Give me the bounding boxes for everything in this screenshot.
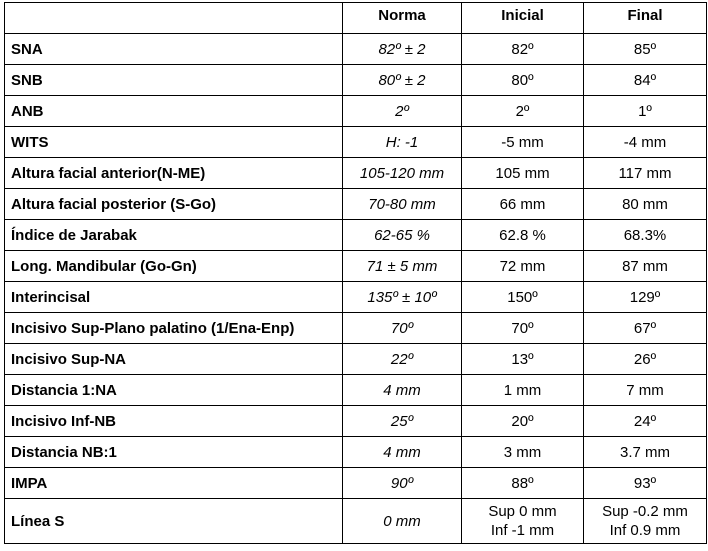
- table-row: [5, 127, 707, 158]
- param-cell: Interincisal: [5, 282, 343, 313]
- param-cell: Distancia NB:1: [5, 437, 343, 468]
- param-cell: Línea S: [5, 499, 343, 544]
- final-cell: 93º: [584, 468, 707, 499]
- final-cell: 87 mm: [584, 251, 707, 282]
- cephalometric-table: [4, 2, 707, 544]
- norma-cell: 80º ± 2: [343, 65, 462, 96]
- inicial-cell: 150º: [462, 282, 584, 313]
- header-norma: Norma: [343, 3, 462, 34]
- final-cell: [584, 499, 707, 544]
- table-row: [5, 158, 707, 189]
- param-cell: SNB: [5, 65, 343, 96]
- norma-cell: 22º: [343, 344, 462, 375]
- final-cell: 3.7 mm: [584, 437, 707, 468]
- inicial-inf-value: Inf -1 mm: [490, 522, 555, 539]
- table-row: [5, 437, 707, 468]
- final-sup-value: Sup -0.2 mm: [602, 503, 688, 520]
- table-row: [5, 189, 707, 220]
- param-cell: IMPA: [5, 468, 343, 499]
- param-cell: Distancia 1:NA: [5, 375, 343, 406]
- final-cell: 84º: [584, 65, 707, 96]
- table-row: [5, 375, 707, 406]
- inicial-cell: 72 mm: [462, 251, 584, 282]
- header-row: [5, 3, 707, 34]
- final-cell: 68.3%: [584, 220, 707, 251]
- final-cell: 26º: [584, 344, 707, 375]
- table-row: [5, 499, 707, 544]
- inicial-cell: 82º: [462, 34, 584, 65]
- inicial-cell: 88º: [462, 468, 584, 499]
- inicial-cell: 62.8 %: [462, 220, 584, 251]
- table-row: [5, 406, 707, 437]
- header-parametro: [5, 3, 343, 34]
- param-cell: Índice de Jarabak: [5, 220, 343, 251]
- param-cell: Long. Mandibular (Go-Gn): [5, 251, 343, 282]
- norma-cell: 62-65 %: [343, 220, 462, 251]
- norma-cell: 135º ± 10º: [343, 282, 462, 313]
- inicial-cell: 70º: [462, 313, 584, 344]
- norma-cell: 70º: [343, 313, 462, 344]
- norma-cell: 25º: [343, 406, 462, 437]
- inicial-cell: 20º: [462, 406, 584, 437]
- final-cell: 67º: [584, 313, 707, 344]
- final-inf-value: Inf 0.9 mm: [609, 522, 681, 539]
- param-cell: ANB: [5, 96, 343, 127]
- norma-cell: 2º: [343, 96, 462, 127]
- param-cell: SNA: [5, 34, 343, 65]
- inicial-cell: 66 mm: [462, 189, 584, 220]
- norma-cell: 4 mm: [343, 437, 462, 468]
- param-cell: Altura facial anterior(N-ME): [5, 158, 343, 189]
- inicial-sup-value: Sup 0 mm: [488, 503, 557, 520]
- norma-cell: 90º: [343, 468, 462, 499]
- norma-cell: 0 mm: [343, 499, 462, 544]
- table-row: [5, 220, 707, 251]
- final-cell: 80 mm: [584, 189, 707, 220]
- table-row: [5, 96, 707, 127]
- final-cell: -4 mm: [584, 127, 707, 158]
- norma-cell: 70-80 mm: [343, 189, 462, 220]
- param-cell: Incisivo Inf-NB: [5, 406, 343, 437]
- final-cell: 7 mm: [584, 375, 707, 406]
- inicial-cell: 2º: [462, 96, 584, 127]
- param-cell: Altura facial posterior (S-Go): [5, 189, 343, 220]
- norma-cell: 4 mm: [343, 375, 462, 406]
- header-inicial: Inicial: [462, 3, 584, 34]
- inicial-cell: 105 mm: [462, 158, 584, 189]
- final-cell: 117 mm: [584, 158, 707, 189]
- norma-cell: 82º ± 2: [343, 34, 462, 65]
- table-row: [5, 468, 707, 499]
- inicial-cell: 3 mm: [462, 437, 584, 468]
- norma-cell: 105-120 mm: [343, 158, 462, 189]
- inicial-cell: 80º: [462, 65, 584, 96]
- param-cell: Incisivo Sup-NA: [5, 344, 343, 375]
- final-cell: 24º: [584, 406, 707, 437]
- final-cell: 85º: [584, 34, 707, 65]
- table-row: [5, 282, 707, 313]
- table-row: [5, 344, 707, 375]
- norma-cell: H: -1: [343, 127, 462, 158]
- table-row: [5, 251, 707, 282]
- inicial-cell: [462, 499, 584, 544]
- param-cell: Incisivo Sup-Plano palatino (1/Ena-Enp): [5, 313, 343, 344]
- inicial-cell: 13º: [462, 344, 584, 375]
- inicial-cell: 1 mm: [462, 375, 584, 406]
- final-cell: 1º: [584, 96, 707, 127]
- norma-cell: 71 ± 5 mm: [343, 251, 462, 282]
- final-cell: 129º: [584, 282, 707, 313]
- table-row: [5, 65, 707, 96]
- table-row: [5, 313, 707, 344]
- header-final: Final: [584, 3, 707, 34]
- inicial-cell: -5 mm: [462, 127, 584, 158]
- table-row: [5, 34, 707, 65]
- param-cell: WITS: [5, 127, 343, 158]
